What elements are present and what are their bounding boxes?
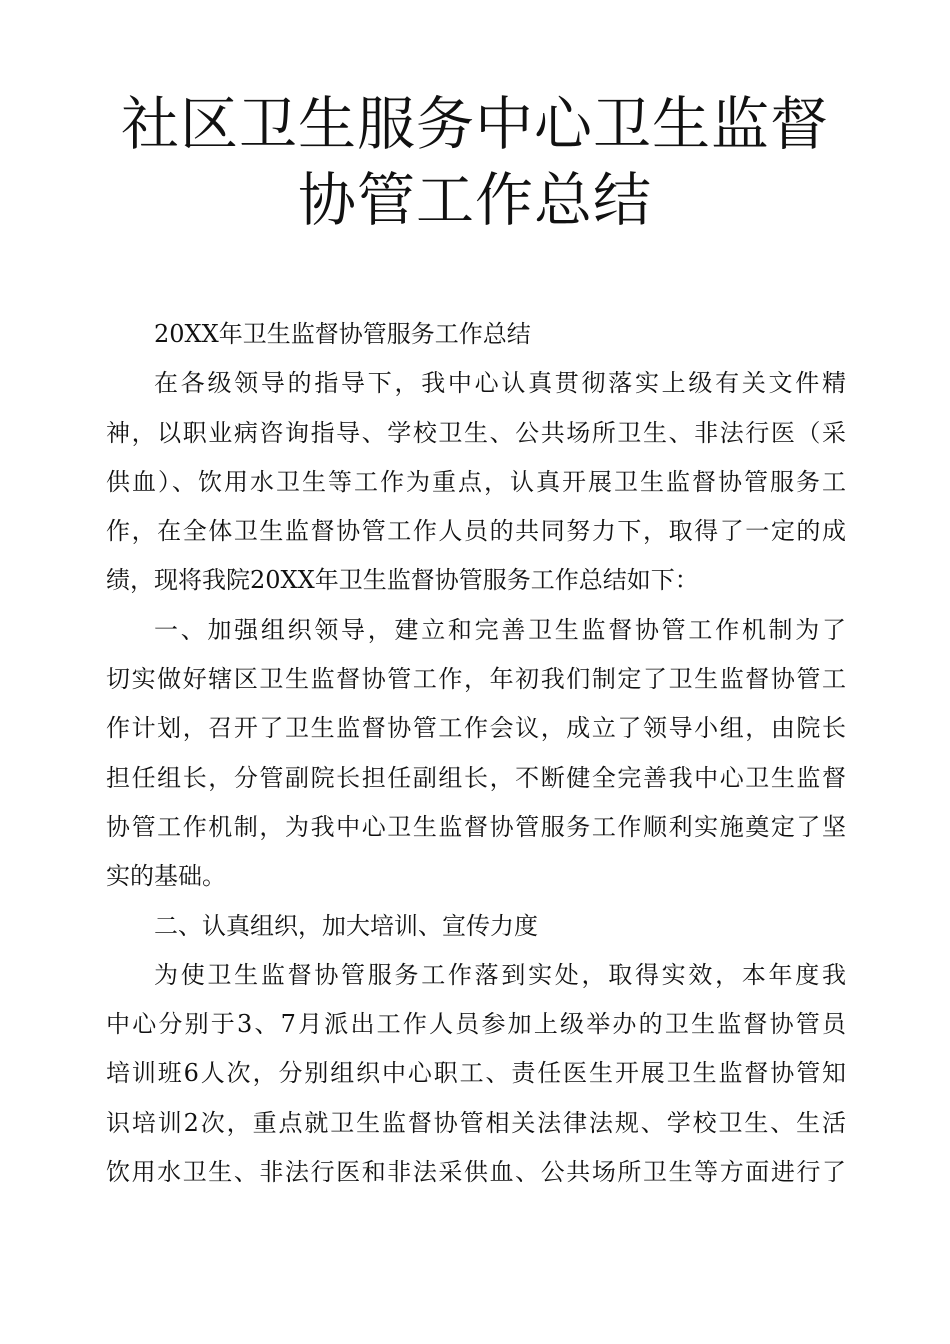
paragraph-line: 培训班6人次，分别组织中心职工、责任医生开展卫生监督协管知: [106, 1059, 846, 1088]
paragraph-line: 中心分别于3、7月派出工作人员参加上级举办的卫生监督协管员: [106, 1010, 846, 1039]
subtitle-line: 20XX年卫生监督协管服务工作总结: [154, 320, 531, 348]
section-heading-line: 二、认真组织，加大培训、宣传力度: [154, 911, 538, 940]
paragraph-line: 饮用水卫生、非法行医和非法采供血、公共场所卫生等方面进行了: [106, 1158, 846, 1187]
paragraph-line: 在各级领导的指导下，我中心认真贯彻落实上级有关文件精: [154, 369, 846, 398]
paragraph-line: 作，在全体卫生监督协管工作人员的共同努力下，取得了一定的成: [106, 517, 846, 546]
document-title: [60, 86, 890, 238]
paragraph-line: 供血）、饮用水卫生等工作为重点，认真开展卫生监督协管服务工: [106, 467, 846, 496]
paragraph-line: 实的基础。: [106, 862, 226, 891]
section-heading-line: 一、加强组织领导，建立和完善卫生监督协管工作机制为了: [154, 615, 846, 644]
paragraph-line: 绩，现将我院20XX年卫生监督协管服务工作总结如下：: [106, 566, 699, 595]
paragraph-line: 神，以职业病咨询指导、学校卫生、公共场所卫生、非法行医（采: [106, 418, 846, 447]
paragraph-line: 作计划，召开了卫生监督协管工作会议，成立了领导小组，由院长: [106, 714, 846, 743]
paragraph-line: 切实做好辖区卫生监督协管工作，年初我们制定了卫生监督协管工: [106, 665, 846, 694]
title-line-2: 协管工作总结: [297, 166, 652, 234]
title-line-1: 社区卫生服务中心卫生监督: [120, 90, 829, 158]
document-body: [106, 310, 846, 1197]
paragraph-line: 协管工作机制，为我中心卫生监督协管服务工作顺利实施奠定了坚: [106, 812, 846, 841]
paragraph-line: 为使卫生监督协管服务工作落到实处，取得实效，本年度我: [154, 960, 846, 989]
paragraph-line: 识培训2次，重点就卫生监督协管相关法律法规、学校卫生、生活: [106, 1108, 846, 1137]
paragraph-line: 担任组长，分管副院长担任副组长，不断健全完善我中心卫生监督: [106, 763, 846, 792]
